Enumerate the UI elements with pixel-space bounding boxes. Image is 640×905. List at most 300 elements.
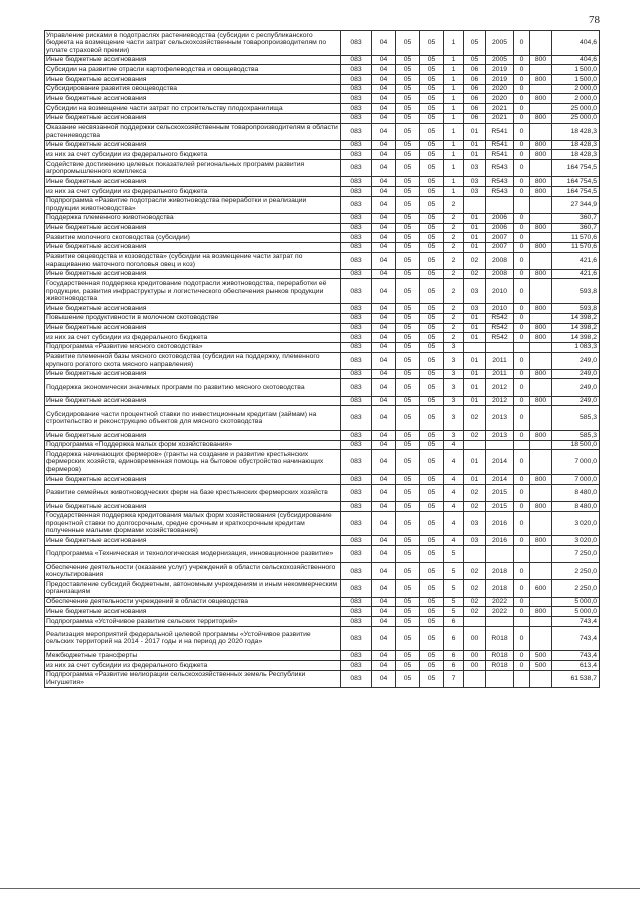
row-code-cell: 05	[396, 546, 420, 563]
row-code-cell: 4	[444, 484, 464, 501]
row-code-cell: 04	[372, 223, 396, 233]
row-code-cell: R542	[486, 333, 514, 343]
row-code-cell: 05	[420, 269, 444, 279]
row-code-cell: R018	[486, 626, 514, 651]
row-sum-cell: 3 020,0	[552, 511, 600, 536]
budget-table-body	[45, 31, 600, 688]
row-code-cell	[530, 252, 552, 269]
row-code-cell	[486, 196, 514, 213]
table-row	[45, 333, 600, 343]
row-code-cell: 04	[372, 406, 396, 431]
row-code-cell: 05	[396, 563, 420, 580]
row-code-cell: 800	[530, 140, 552, 150]
row-name-cell: Развитие молочного скотоводства (субсидии)	[45, 233, 341, 243]
row-code-cell: 2	[444, 252, 464, 269]
row-code-cell: 01	[464, 369, 486, 379]
row-code-cell	[486, 616, 514, 626]
row-code-cell: 0	[514, 84, 530, 94]
row-code-cell: 083	[341, 396, 372, 406]
row-code-cell	[530, 84, 552, 94]
row-code-cell: 2	[444, 313, 464, 323]
row-code-cell: 2019	[486, 65, 514, 75]
row-sum-cell: 1 500,0	[552, 65, 600, 75]
row-code-cell: 4	[444, 501, 464, 511]
row-code-cell: 05	[396, 484, 420, 501]
row-name-cell: Иные бюджетные ассигнования	[45, 94, 341, 104]
row-code-cell: 083	[341, 501, 372, 511]
row-code-cell: 083	[341, 75, 372, 85]
row-code-cell: 1	[444, 140, 464, 150]
row-sum-cell: 14 398,2	[552, 333, 600, 343]
row-code-cell: 05	[396, 123, 420, 140]
row-name-cell: Иные бюджетные ассигнования	[45, 323, 341, 333]
row-name-cell: Иные бюджетные ассигнования	[45, 369, 341, 379]
row-code-cell: 05	[420, 140, 444, 150]
table-row	[45, 616, 600, 626]
row-sum-cell: 18 500,0	[552, 440, 600, 450]
row-code-cell: 05	[420, 670, 444, 687]
row-code-cell: 04	[372, 84, 396, 94]
row-code-cell: 05	[396, 279, 420, 304]
row-code-cell	[486, 440, 514, 450]
row-code-cell: 800	[530, 269, 552, 279]
row-code-cell: 05	[396, 55, 420, 65]
row-code-cell: 05	[420, 123, 444, 140]
row-code-cell: 083	[341, 379, 372, 396]
row-code-cell: 3	[444, 352, 464, 369]
row-code-cell: 06	[464, 104, 486, 114]
row-name-cell: Подпрограмма «Развитие подотрасли животноводства переработки и реализации продукции животноводства»	[45, 196, 341, 213]
row-code-cell: 05	[396, 431, 420, 441]
row-code-cell: 0	[514, 661, 530, 671]
row-code-cell: 04	[372, 352, 396, 369]
row-code-cell: 05	[420, 536, 444, 546]
row-code-cell: 06	[464, 113, 486, 123]
row-code-cell: 05	[396, 213, 420, 223]
row-code-cell: 083	[341, 269, 372, 279]
row-code-cell: 00	[464, 651, 486, 661]
row-code-cell: 05	[420, 186, 444, 196]
row-code-cell: 05	[396, 323, 420, 333]
row-sum-cell: 2 250,0	[552, 580, 600, 597]
row-code-cell: 0	[514, 242, 530, 252]
row-code-cell: R541	[486, 123, 514, 140]
row-code-cell: 04	[372, 31, 396, 56]
row-code-cell: 800	[530, 607, 552, 617]
row-code-cell: 3	[444, 342, 464, 352]
row-code-cell: 2006	[486, 223, 514, 233]
row-sum-cell: 743,4	[552, 651, 600, 661]
row-code-cell: 800	[530, 186, 552, 196]
row-code-cell: 03	[464, 186, 486, 196]
row-code-cell: 05	[420, 352, 444, 369]
row-sum-cell: 27 344,9	[552, 196, 600, 213]
table-row	[45, 213, 600, 223]
row-code-cell	[464, 546, 486, 563]
row-sum-cell: 593,8	[552, 304, 600, 314]
row-code-cell: 0	[514, 536, 530, 546]
row-code-cell: 03	[464, 511, 486, 536]
bottom-rule	[0, 888, 640, 889]
row-code-cell: 5	[444, 580, 464, 597]
row-sum-cell: 18 428,3	[552, 140, 600, 150]
row-code-cell: 05	[396, 150, 420, 160]
row-code-cell: 04	[372, 104, 396, 114]
table-row	[45, 342, 600, 352]
row-code-cell: 05	[396, 304, 420, 314]
row-sum-cell: 8 480,0	[552, 484, 600, 501]
table-row	[45, 84, 600, 94]
row-code-cell: 03	[464, 160, 486, 177]
row-code-cell: 03	[464, 177, 486, 187]
row-name-cell: Иные бюджетные ассигнования	[45, 475, 341, 485]
row-code-cell: 05	[420, 313, 444, 323]
row-code-cell: 500	[530, 661, 552, 671]
row-name-cell: Иные бюджетные ассигнования	[45, 304, 341, 314]
row-code-cell: 05	[396, 651, 420, 661]
row-code-cell: 2	[444, 333, 464, 343]
row-code-cell: 083	[341, 233, 372, 243]
row-code-cell: 03	[464, 279, 486, 304]
row-code-cell	[530, 123, 552, 140]
row-sum-cell: 14 398,2	[552, 323, 600, 333]
row-code-cell: 0	[514, 140, 530, 150]
row-code-cell: 083	[341, 94, 372, 104]
row-code-cell: 2021	[486, 113, 514, 123]
row-sum-cell: 7 000,0	[552, 450, 600, 475]
row-code-cell: 06	[464, 94, 486, 104]
row-code-cell: 083	[341, 406, 372, 431]
row-code-cell: 04	[372, 597, 396, 607]
row-code-cell: 01	[464, 213, 486, 223]
row-code-cell: 083	[341, 223, 372, 233]
row-code-cell: 04	[372, 65, 396, 75]
row-code-cell: 04	[372, 150, 396, 160]
row-code-cell: 02	[464, 563, 486, 580]
row-code-cell	[464, 342, 486, 352]
row-sum-cell: 404,6	[552, 31, 600, 56]
row-code-cell: 04	[372, 661, 396, 671]
row-code-cell: 04	[372, 279, 396, 304]
row-sum-cell: 1 500,0	[552, 75, 600, 85]
row-code-cell: 083	[341, 651, 372, 661]
row-code-cell: 01	[464, 450, 486, 475]
row-code-cell	[530, 313, 552, 323]
row-code-cell: 04	[372, 55, 396, 65]
row-code-cell: 04	[372, 123, 396, 140]
row-code-cell: 04	[372, 536, 396, 546]
row-code-cell: 05	[396, 65, 420, 75]
row-code-cell: 083	[341, 279, 372, 304]
row-code-cell: 800	[530, 304, 552, 314]
row-code-cell: 03	[464, 536, 486, 546]
row-code-cell: 2015	[486, 501, 514, 511]
row-sum-cell: 2 250,0	[552, 563, 600, 580]
row-code-cell: 04	[372, 475, 396, 485]
row-code-cell: 2013	[486, 431, 514, 441]
row-code-cell: 05	[396, 661, 420, 671]
row-code-cell: 05	[396, 406, 420, 431]
row-code-cell: 01	[464, 223, 486, 233]
row-code-cell: 02	[464, 406, 486, 431]
row-code-cell: 083	[341, 661, 372, 671]
row-code-cell: 083	[341, 670, 372, 687]
row-code-cell: 4	[444, 440, 464, 450]
row-name-cell: Подпрограмма «Поддержка малых форм хозяйствования»	[45, 440, 341, 450]
row-code-cell: 2020	[486, 94, 514, 104]
row-code-cell: 0	[514, 75, 530, 85]
row-code-cell	[530, 352, 552, 369]
row-code-cell: 2011	[486, 352, 514, 369]
row-name-cell: Обеспечение деятельности учреждений в области овцеводства	[45, 597, 341, 607]
row-code-cell: 2022	[486, 597, 514, 607]
row-code-cell: 800	[530, 113, 552, 123]
row-code-cell: 05	[420, 333, 444, 343]
row-sum-cell: 360,7	[552, 223, 600, 233]
table-row	[45, 440, 600, 450]
row-code-cell: 2019	[486, 75, 514, 85]
row-code-cell: 05	[396, 84, 420, 94]
row-code-cell: 04	[372, 75, 396, 85]
table-row	[45, 563, 600, 580]
row-name-cell: Реализация мероприятий федеральной целевой программы «Устойчивое развитие сельских территорий на 2014 - 2017 годы и на период до 2020 года»	[45, 626, 341, 651]
budget-table	[44, 30, 600, 688]
row-code-cell: 01	[464, 150, 486, 160]
row-code-cell	[530, 406, 552, 431]
row-code-cell: 05	[420, 563, 444, 580]
row-code-cell: 083	[341, 196, 372, 213]
row-code-cell: 0	[514, 313, 530, 323]
row-code-cell: 2010	[486, 279, 514, 304]
row-code-cell: 05	[420, 501, 444, 511]
row-code-cell: 3	[444, 431, 464, 441]
row-code-cell: 05	[396, 177, 420, 187]
row-code-cell: R542	[486, 313, 514, 323]
row-code-cell: 05	[396, 31, 420, 56]
row-code-cell: 083	[341, 113, 372, 123]
row-name-cell: Подпрограмма «Техническая и технологическая модернизация, инновационное развитие»	[45, 546, 341, 563]
row-code-cell: 05	[396, 223, 420, 233]
row-code-cell: 0	[514, 31, 530, 56]
row-code-cell: 500	[530, 651, 552, 661]
row-code-cell: 2013	[486, 406, 514, 431]
row-code-cell	[530, 65, 552, 75]
table-row	[45, 323, 600, 333]
row-name-cell: Иные бюджетные ассигнования	[45, 501, 341, 511]
row-code-cell: 05	[396, 396, 420, 406]
row-code-cell: 01	[464, 333, 486, 343]
row-code-cell: 05	[420, 177, 444, 187]
row-code-cell: 2014	[486, 475, 514, 485]
row-code-cell: 0	[514, 651, 530, 661]
row-code-cell	[464, 196, 486, 213]
row-code-cell: 01	[464, 140, 486, 150]
row-code-cell	[530, 670, 552, 687]
table-row	[45, 269, 600, 279]
row-code-cell: 0	[514, 333, 530, 343]
table-row	[45, 55, 600, 65]
row-code-cell: 5	[444, 546, 464, 563]
row-code-cell: 01	[464, 379, 486, 396]
row-name-cell: из них за счет субсидии из федерального бюджета	[45, 333, 341, 343]
row-code-cell: 02	[464, 431, 486, 441]
row-name-cell: Развитие овцеводства и козоводства» (субсидии на возмещение части затрат по наращиванию маточного поголовья овец и коз)	[45, 252, 341, 269]
row-code-cell	[514, 196, 530, 213]
row-code-cell: 3	[444, 406, 464, 431]
table-row	[45, 177, 600, 187]
row-name-cell: Развитие племенной базы мясного скотоводства (субсидии на поддержку, племенного крупного рогатого скота мясного направления)	[45, 352, 341, 369]
row-code-cell: 02	[464, 269, 486, 279]
row-code-cell: 1	[444, 75, 464, 85]
row-name-cell: Подпрограмма «Устойчивое развитие сельских территорий»	[45, 616, 341, 626]
row-code-cell: 05	[396, 536, 420, 546]
row-sum-cell: 743,4	[552, 616, 600, 626]
row-name-cell: Субсидирование части процентной ставки по инвестиционным кредитам (займам) на строительство и реконструкцию объектов для мясного скотоводства	[45, 406, 341, 431]
row-code-cell: 083	[341, 546, 372, 563]
table-row	[45, 546, 600, 563]
row-code-cell: 0	[514, 597, 530, 607]
row-code-cell: 04	[372, 94, 396, 104]
row-code-cell: 04	[372, 140, 396, 150]
row-code-cell: 7	[444, 670, 464, 687]
row-name-cell: Иные бюджетные ассигнования	[45, 113, 341, 123]
row-code-cell: 083	[341, 65, 372, 75]
row-name-cell: Иные бюджетные ассигнования	[45, 396, 341, 406]
row-code-cell: 0	[514, 269, 530, 279]
row-code-cell	[530, 279, 552, 304]
row-name-cell: Иные бюджетные ассигнования	[45, 223, 341, 233]
row-code-cell: 0	[514, 279, 530, 304]
row-code-cell: 05	[396, 369, 420, 379]
row-code-cell: 083	[341, 431, 372, 441]
row-sum-cell: 743,4	[552, 626, 600, 651]
row-code-cell	[514, 616, 530, 626]
row-sum-cell: 18 428,3	[552, 123, 600, 140]
row-sum-cell: 613,4	[552, 661, 600, 671]
row-code-cell: 05	[420, 84, 444, 94]
row-code-cell: 3	[444, 396, 464, 406]
row-name-cell: Иные бюджетные ассигнования	[45, 75, 341, 85]
row-code-cell: 083	[341, 563, 372, 580]
row-code-cell: 2	[444, 323, 464, 333]
row-code-cell: 04	[372, 313, 396, 323]
row-sum-cell: 11 570,6	[552, 242, 600, 252]
row-code-cell: 800	[530, 55, 552, 65]
row-code-cell: 05	[420, 396, 444, 406]
row-code-cell: R542	[486, 323, 514, 333]
row-code-cell: 05	[420, 475, 444, 485]
row-code-cell: 1	[444, 186, 464, 196]
table-row	[45, 242, 600, 252]
table-row	[45, 511, 600, 536]
row-code-cell: 2	[444, 223, 464, 233]
row-code-cell: 800	[530, 150, 552, 160]
table-row	[45, 369, 600, 379]
row-code-cell: R543	[486, 186, 514, 196]
row-code-cell: 2010	[486, 304, 514, 314]
table-row	[45, 475, 600, 485]
row-sum-cell: 164 754,5	[552, 186, 600, 196]
row-code-cell: 05	[396, 670, 420, 687]
row-sum-cell: 249,0	[552, 396, 600, 406]
row-code-cell	[530, 233, 552, 243]
row-code-cell: 04	[372, 242, 396, 252]
row-code-cell: 5	[444, 597, 464, 607]
row-code-cell: 05	[396, 352, 420, 369]
row-name-cell: Предоставление субсидий бюджетным, автономным учреждениям и иным некоммерческим организациям	[45, 580, 341, 597]
table-row	[45, 104, 600, 114]
row-code-cell: 05	[420, 511, 444, 536]
row-code-cell: 05	[396, 607, 420, 617]
row-code-cell	[530, 546, 552, 563]
row-code-cell: 1	[444, 160, 464, 177]
row-code-cell: 05	[420, 597, 444, 607]
row-code-cell: 0	[514, 252, 530, 269]
row-code-cell: 00	[464, 661, 486, 671]
row-code-cell: 05	[396, 501, 420, 511]
table-row	[45, 150, 600, 160]
row-code-cell: 6	[444, 661, 464, 671]
row-code-cell: 04	[372, 323, 396, 333]
row-code-cell: 04	[372, 511, 396, 536]
table-row	[45, 75, 600, 85]
row-code-cell: 01	[464, 242, 486, 252]
row-code-cell: 06	[464, 75, 486, 85]
row-code-cell	[464, 670, 486, 687]
row-code-cell	[530, 104, 552, 114]
row-code-cell: 2011	[486, 369, 514, 379]
row-code-cell: 083	[341, 536, 372, 546]
row-code-cell: 4	[444, 511, 464, 536]
row-code-cell: 1	[444, 104, 464, 114]
row-code-cell: 05	[396, 580, 420, 597]
row-name-cell: Подпрограмма «Развитие мелиорации сельскохозяйственных земель Республики Ингушетия»	[45, 670, 341, 687]
row-code-cell	[530, 484, 552, 501]
row-code-cell: 1	[444, 31, 464, 56]
row-code-cell: 0	[514, 484, 530, 501]
row-code-cell	[530, 160, 552, 177]
row-sum-cell: 25 000,0	[552, 113, 600, 123]
row-name-cell: Иные бюджетные ассигнования	[45, 140, 341, 150]
row-code-cell: 01	[464, 475, 486, 485]
row-code-cell: 04	[372, 113, 396, 123]
row-code-cell: 05	[396, 269, 420, 279]
row-code-cell: 05	[420, 104, 444, 114]
row-code-cell	[530, 213, 552, 223]
row-code-cell: 06	[464, 84, 486, 94]
row-code-cell: 05	[396, 196, 420, 213]
row-code-cell: 05	[420, 55, 444, 65]
row-code-cell: R543	[486, 177, 514, 187]
row-sum-cell: 18 428,3	[552, 150, 600, 160]
table-row	[45, 661, 600, 671]
table-row	[45, 501, 600, 511]
row-code-cell: 083	[341, 104, 372, 114]
row-code-cell: 083	[341, 160, 372, 177]
row-code-cell: 800	[530, 369, 552, 379]
row-code-cell: 083	[341, 177, 372, 187]
table-row	[45, 536, 600, 546]
row-code-cell: 04	[372, 501, 396, 511]
row-code-cell: 0	[514, 501, 530, 511]
row-code-cell	[464, 440, 486, 450]
row-code-cell: 083	[341, 304, 372, 314]
row-code-cell: 2016	[486, 536, 514, 546]
row-code-cell: 2007	[486, 233, 514, 243]
row-code-cell: 02	[464, 252, 486, 269]
row-sum-cell: 421,6	[552, 269, 600, 279]
row-sum-cell: 421,6	[552, 252, 600, 269]
